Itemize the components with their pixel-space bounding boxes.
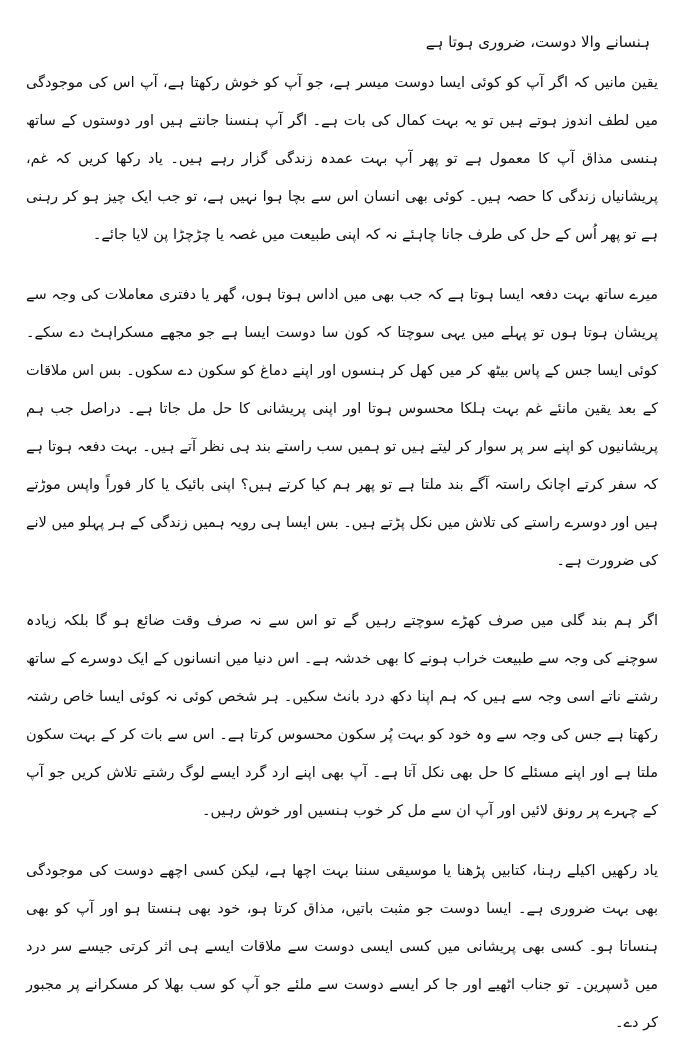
article-title: ہنسانے والا دوست، ضروری ہوتا ہے bbox=[425, 33, 650, 51]
paragraph-4: یاد رکھیں اکیلے رہنا، کتابیں پڑھنا یا موسیقی سننا بہت اچھا ہے، لیکن کسی اچھے دوست کی موجودگی بھی بہت ضروری ہے۔ ایسا دوست جو مثبت باتیں، مذاق کرتا ہو، خود بھی ہنستا ہو اور آپ کو بھی ہنساتا ہو۔ کسی بھی پریشانی میں کسی ایسی دوست سے ملاقات ایسے ہی اثر کرتی جیسے سر درد میں ڈسپرین۔ تو جناب اٹھیے اور جا کر ایسے دوست سے ملئے جو آپ کو سب بھلا کر مسکرانے پر مجبور کر دے۔ bbox=[26, 863, 658, 1031]
paragraph-3: اگر ہم بند گلی میں صرف کھڑے سوچتے رہیں گے تو اس سے نہ صرف وقت ضائع ہو گا بلکہ زیادہ سوچنے کی وجہ سے طبیعت خراب ہونے کا بھی خدشہ ہے۔ اس دنیا میں انسانوں کے ایک دوسرے کے ساتھ رشتے ناتے اسی وجہ سے ہیں کہ ہم اپنا دکھ درد بانٹ سکیں۔ ہر شخص کوئی نہ کوئی ایسا خاص رشتہ رکھتا ہے جس کی وجہ سے وہ خود کو بہت پُر سکون محسوس کرتا ہے۔ اس سے بات کر کے بہت سکون ملتا ہے اور اپنے مسئلے کا حل بھی نکل آتا ہے۔ آپ بھی اپنے ارد گرد ایسے لوگ رشتے تلاش کریں جو آپ کے چہرے پر رونق لائیں اور آپ ان سے مل کر خوب ہنسیں اور خوش رہیں۔ bbox=[26, 613, 658, 819]
paragraph-1: یقین مانیں کہ اگر آپ کو کوئی ایسا دوست میسر ہے، جو آپ کو خوش رکھتا ہے، آپ اس کی موجودگی میں لطف اندوز ہوتے ہیں تو یہ بہت کمال کی بات ہے۔ اگر آپ ہنسنا جانتے ہیں اور دوستوں کے ساتھ ہنسی مذاق آپ کا معمول ہے تو پھر آپ بہت عمدہ زندگی گزار رہے ہیں۔ یاد رکھا کریں کہ غم، پریشانیاں زندگی کا حصہ ہیں۔ کوئی بھی انسان اس سے بچا ہوا نہیں ہے، تو جب ایک چیز ہو کر رہنی ہے تو پھر اُس کے حل کی طرف جانا چاہئے نہ کہ اپنی طبیعت میں غصہ یا چڑچڑا پن لایا جائے۔ bbox=[26, 75, 658, 243]
article bbox=[26, 30, 658, 1042]
paragraph-2: میرے ساتھ بہت دفعہ ایسا ہوتا ہے کہ جب بھی میں اداس ہوتا ہوں، گھر یا دفتری معاملات کی وجہ سے پریشان ہوتا ہوں تو پہلے میں یہی سوچتا کہ کون سا دوست ایسا ہے جو مجھے مسکراہٹ دے سکے۔ کوئی ایسا جس کے پاس بیٹھ کر میں کھل کر ہنسوں اور اپنے دماغ کو سکون دے سکوں۔ بس اس ملاقات کے بعد یقین مانئے غم بہت ہلکا محسوس ہوتا اور اپنی پریشانی کا حل مل جاتا ہے۔ دراصل جب ہم پریشانیوں کو اپنے سر پر سوار کر لیتے ہیں تو ہمیں سب راستے بند ہی نظر آتے ہیں۔ بہت دفعہ ہوتا ہے کہ سفر کرتے اچانک راستہ آگے بند ملتا ہے تو پھر ہم کیا کرتے ہیں؟ اپنی بائیک یا کار فوراً واپس موڑتے ہیں اور دوسرے راستے کی تلاش میں نکل پڑتے ہیں۔ بس ایسا ہی رویہ ہمیں زندگی کے ہر پہلو میں لانے کی ضرورت ہے۔ bbox=[26, 287, 658, 569]
